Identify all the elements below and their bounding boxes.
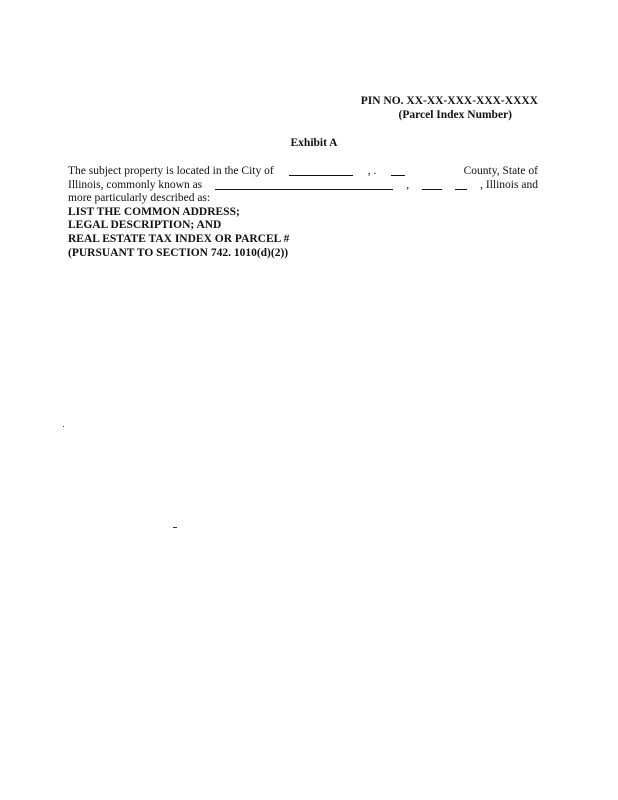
description-line-2 [68,179,538,193]
description-line-3: more particularly described as: [68,192,211,205]
stray-dot [63,426,64,427]
property-description [68,165,538,260]
description-line-1 [68,165,538,179]
instruction-line-4: (PURSUANT TO SECTION 742. 1010(d)(2)) [68,246,289,259]
instruction-line-2: LEGAL DESCRIPTION; AND [68,219,222,232]
line1-end-text: County, State of [463,165,538,177]
instruction-line-1: LIST THE COMMON ADDRESS; [68,205,240,218]
city2-blank [422,179,442,190]
address-blank [215,179,393,190]
pin-caption: (Parcel Index Number) [398,109,512,121]
line2-start-text: Illinois, commonly known as [68,178,203,191]
stray-dash [173,527,177,528]
instruction-block [68,206,538,260]
pin-header [361,94,538,122]
spacer [421,165,449,179]
line1-mid-text: , . [367,165,377,177]
line2-end-text: , Illinois and [480,178,538,191]
pin-number: PIN NO. XX-XX-XXX-XXX-XXXX [360,95,538,107]
exhibit-title: Exhibit A [290,137,338,149]
zip-blank [455,179,467,190]
county-blank [391,165,405,176]
instruction-line-3: REAL ESTATE TAX INDEX OR PARCEL # [68,232,290,245]
line1-start-text: The subject property is located in the City of [68,165,274,177]
city-blank [289,165,353,176]
line2-mid-text: , [406,178,410,191]
